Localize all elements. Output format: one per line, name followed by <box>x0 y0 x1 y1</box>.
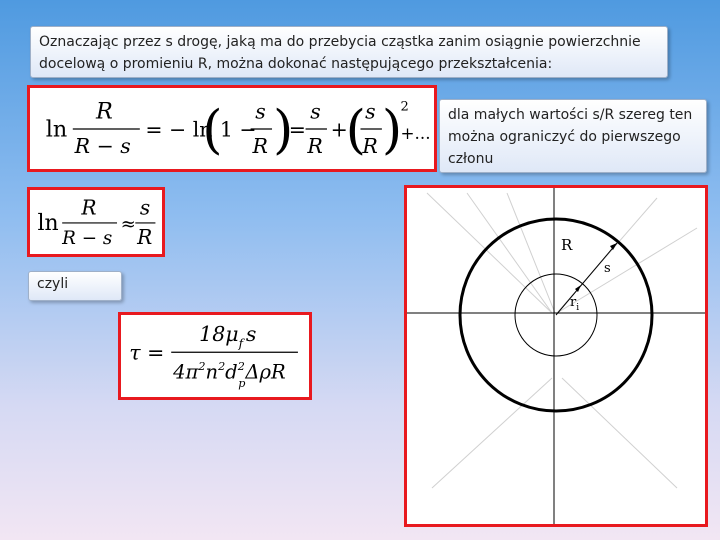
label-s: s <box>604 261 611 276</box>
num-main: 18μ <box>199 322 239 347</box>
approx-fraction-den: R − s <box>62 227 113 249</box>
den-a: 4π <box>173 360 199 384</box>
plus-sign: + <box>330 117 348 142</box>
czyli-text: czyli <box>37 276 69 292</box>
equals-minus-ln: = − ln <box>145 117 213 142</box>
ln-text: ln <box>45 116 68 143</box>
czyli-label <box>28 271 122 301</box>
approximation-formula <box>27 187 165 257</box>
label-r: R <box>561 236 573 254</box>
approx-s-num: s <box>139 195 151 220</box>
s-over-r-den-2: R <box>307 134 323 159</box>
s-over-r-den-3: R <box>362 134 378 159</box>
approx-s-den: R <box>137 224 153 249</box>
radius-arrowhead <box>610 243 617 250</box>
label-ri-sub: i <box>576 303 580 313</box>
approx-fraction-num: R <box>81 195 97 220</box>
tau-svg <box>121 315 309 397</box>
circle-diagram <box>404 185 708 527</box>
den-sub: p <box>238 376 246 390</box>
right-paren: ) <box>272 100 294 161</box>
plus-dots: +... <box>400 123 431 144</box>
den-sup3: 2 <box>237 359 245 373</box>
tau-equals: τ = <box>129 340 165 365</box>
den-sup2: 2 <box>218 359 226 373</box>
den-sup1: 2 <box>198 359 206 373</box>
s-over-r-den-1: R <box>252 134 268 159</box>
tau-formula <box>118 312 312 400</box>
note-textbox <box>439 99 707 173</box>
series-expansion-svg <box>30 88 434 169</box>
den-d: ΔρR <box>245 360 286 384</box>
note-text: dla małych wartości s/R szereg ten można ograniczyć do pierwszego członu <box>448 107 693 167</box>
exponent-2: 2 <box>400 99 409 115</box>
fraction-denominator: R − s <box>74 134 131 159</box>
intro-textbox <box>30 26 668 78</box>
tau-denominator <box>172 360 286 390</box>
approximation-svg <box>30 190 162 254</box>
equals-sign: = <box>288 117 306 142</box>
num-s: s <box>245 322 257 347</box>
s-over-r-num-2: s <box>310 99 321 124</box>
series-expansion-formula <box>27 85 437 172</box>
left-paren: ( <box>202 100 223 161</box>
label-ri-main: r <box>570 295 577 310</box>
one-minus-text: 1 − <box>219 117 257 142</box>
left-paren-2: ( <box>345 100 366 161</box>
tau-numerator <box>199 322 256 351</box>
fraction-numerator: R <box>96 98 113 125</box>
circle-diagram-svg <box>407 188 705 524</box>
ln-text-2: ln <box>37 211 59 237</box>
den-c: d <box>225 360 238 384</box>
right-paren-2: ) <box>381 100 403 161</box>
den-b: n <box>205 360 219 384</box>
intro-text: Oznaczając przez s drogę, jaką ma do przebycia cząstka zanim osiągnie powierzchnie docelową o promieniu R, można dokonać następującego przekształcenia: <box>39 34 641 72</box>
s-over-r-num-1: s <box>255 99 266 124</box>
label-ri <box>570 295 579 313</box>
num-sub: f <box>238 336 244 351</box>
approx-sign: ≈ <box>120 214 136 236</box>
s-over-r-num-3: s <box>365 99 376 124</box>
